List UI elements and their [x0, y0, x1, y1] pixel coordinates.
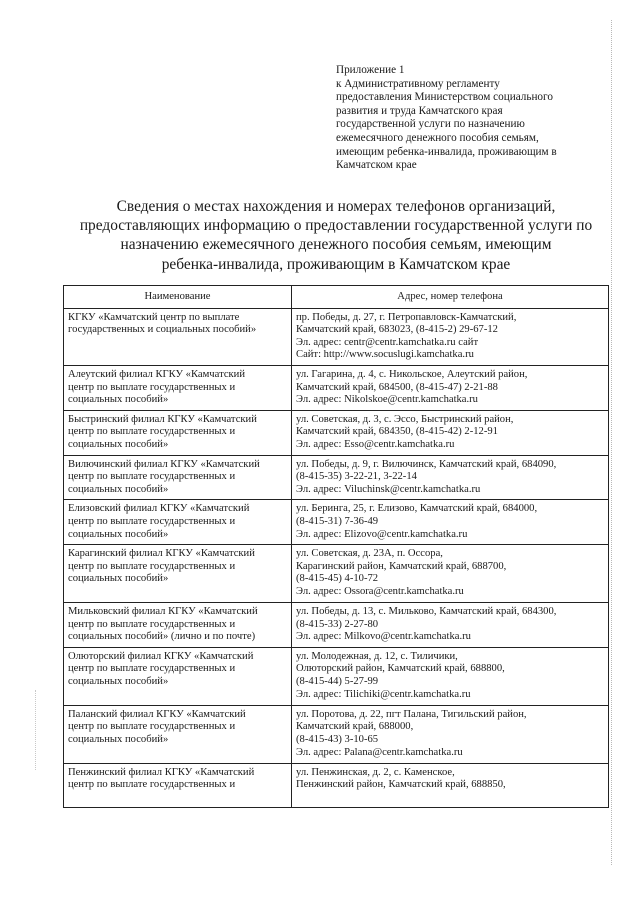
appendix-header [336, 64, 598, 173]
org-name-line: социальных пособий» [68, 394, 169, 406]
org-name-line: социальных пособий» [68, 483, 169, 495]
org-name-line: центр по выплате государственных и [68, 663, 236, 675]
org-address-line: ул. Советская, д. 3, с. Эссо, Быстринский район, [296, 413, 514, 425]
org-address-line: Эл. адрес: Nikolskoe@centr.kamchatka.ru [296, 394, 478, 406]
org-name-cell [64, 545, 292, 603]
org-name-line: социальных пособий» [68, 573, 169, 585]
org-name-line: центр по выплате государственных и [68, 560, 236, 572]
org-name-line: центр по выплате государственных и [68, 779, 236, 791]
org-name-cell [64, 365, 292, 410]
org-address-line: ул. Пенжинская, д. 2, с. Каменское, [296, 766, 455, 778]
appendix-line: ежемесячного денежного пособия семьям, [336, 131, 539, 144]
appendix-line: имеющим ребенка-инвалида, проживающим в [336, 145, 557, 158]
org-address-line: Камчатский край, 684500, (8-415-47) 2-21-88 [296, 381, 498, 393]
org-name-cell [64, 763, 292, 807]
org-address-cell [292, 647, 609, 705]
title-line: ребенка-инвалида, проживающим в Камчатском крае [161, 255, 511, 273]
header-name: Наименование [64, 286, 292, 309]
title-line: предоставляющих информацию о предоставлении государственной услуги по [79, 217, 593, 235]
appendix-line: Приложение 1 [336, 64, 405, 76]
org-name-line: центр по выплате государственных и [68, 426, 236, 438]
table-row [64, 603, 609, 648]
title-line: назначению ежемесячного денежного пособия семьям, имеющим [120, 236, 552, 254]
org-address-line: Карагинский район, Камчатский край, 688700, [296, 560, 507, 572]
org-address-line: ул. Гагарина, д. 4, с. Никольское, Алеутский район, [296, 368, 528, 380]
org-name-line: государственных и социальных пособий» [68, 324, 257, 336]
org-address-line: ул. Беринга, 25, г. Елизово, Камчатский край, 684000, [296, 503, 538, 515]
org-address-cell [292, 705, 609, 763]
org-address-line: пр. Победы, д. 27, г. Петропавловск-Камчатский, [296, 311, 517, 323]
org-address-line: Камчатский край, 683023, (8-415-2) 29-67-12 [296, 324, 498, 336]
org-name-line: центр по выплате государственных и [68, 381, 236, 393]
org-name-line: Олюторский филиал КГКУ «Камчатский [68, 650, 254, 662]
org-address-line: (8-415-31) 7-36-49 [296, 515, 379, 527]
page-edge-rule [611, 20, 612, 865]
org-address-line: Эл. адрес: Viluchinsk@centr.kamchatka.ru [296, 483, 481, 495]
org-address-line: Камчатский край, 688000, [296, 721, 414, 733]
page-margin-mark [35, 690, 36, 770]
org-address-line: Сайт: http://www.socuslugi.kamchatka.ru [296, 349, 474, 361]
org-name-cell [64, 705, 292, 763]
org-name-line: Елизовский филиал КГКУ «Камчатский [68, 503, 250, 515]
org-name-cell [64, 500, 292, 545]
org-address-cell [292, 500, 609, 545]
org-name-line: социальных пособий» [68, 734, 169, 746]
org-address-line: (8-415-43) 3-10-65 [296, 734, 379, 746]
org-name-line: центр по выплате государственных и [68, 471, 236, 483]
org-address-line: Эл. адрес: centr@centr.kamchatka.ru сайт [296, 336, 479, 348]
org-address-line: (8-415-44) 5-27-99 [296, 676, 379, 688]
org-address-line: ул. Победы, д. 9, г. Вилючинск, Камчатский край, 684090, [296, 458, 557, 470]
appendix-line: развития и труда Камчатского края [336, 104, 503, 117]
org-name-line: КГКУ «Камчатский центр по выплате [68, 311, 240, 323]
table-row [64, 763, 609, 807]
table-row [64, 545, 609, 603]
org-address-line: Камчатский край, 684350, (8-415-42) 2-12-91 [296, 426, 498, 438]
org-address-line: ул. Советская, д. 23А, п. Оссора, [296, 548, 443, 560]
org-name-cell [64, 308, 292, 365]
org-name-line: Карагинский филиал КГКУ «Камчатский [68, 548, 255, 560]
org-name-line: социальных пособий» [68, 528, 169, 540]
org-address-line: Эл. адрес: Palana@centr.kamchatka.ru [296, 746, 463, 758]
org-address-line: Эл. адрес: Milkovo@centr.kamchatka.ru [296, 631, 471, 643]
org-address-line: Пенжинский район, Камчатский край, 688850, [296, 779, 506, 791]
org-name-line: Мильковский филиал КГКУ «Камчатский [68, 606, 258, 618]
org-name-cell [64, 647, 292, 705]
table-row [64, 410, 609, 455]
org-address-line: Олюторский район, Камчатский край, 688800, [296, 663, 505, 675]
table-header-row [64, 286, 609, 309]
org-address-cell [292, 455, 609, 500]
title-line: Сведения о местах нахождения и номерах телефонов организаций, [116, 198, 556, 215]
org-address-line: (8-415-33) 2-27-80 [296, 618, 379, 630]
table-row [64, 500, 609, 545]
org-address-cell [292, 603, 609, 648]
appendix-line: Камчатском крае [336, 159, 417, 172]
org-address-cell [292, 308, 609, 365]
org-address-line: ул. Поротова, д. 22, пгт Палана, Тигильский район, [296, 708, 527, 720]
org-address-line: Эл. адрес: Esso@centr.kamchatka.ru [296, 438, 455, 450]
org-name-line: Быстринский филиал КГКУ «Камчатский [68, 413, 257, 425]
org-name-line: Алеутский филиал КГКУ «Камчатский [68, 368, 246, 380]
org-address-cell [292, 545, 609, 603]
table-row [64, 705, 609, 763]
org-address-line: Эл. адрес: Tilichiki@centr.kamchatka.ru [296, 688, 471, 700]
org-name-line: социальных пособий» (лично и по почте) [68, 631, 256, 643]
org-name-cell [64, 455, 292, 500]
header-address: Адрес, номер телефона [292, 286, 609, 309]
table-row [64, 455, 609, 500]
org-address-cell [292, 763, 609, 807]
org-address-line: ул. Молодежная, д. 12, с. Тиличики, [296, 650, 458, 662]
table-row [64, 308, 609, 365]
org-address-line: ул. Победы, д. 13, с. Мильково, Камчатский край, 684300, [296, 606, 557, 618]
org-name-line: социальных пособий» [68, 438, 169, 450]
table-row [64, 365, 609, 410]
organizations-table [63, 285, 609, 808]
org-name-cell [64, 603, 292, 648]
org-name-line: центр по выплате государственных и [68, 515, 236, 527]
table-row [64, 647, 609, 705]
org-name-line: Вилючинский филиал КГКУ «Камчатский [68, 458, 260, 470]
table-body [64, 308, 609, 807]
org-name-line: центр по выплате государственных и [68, 721, 236, 733]
org-name-line: Пенжинский филиал КГКУ «Камчатский [68, 766, 255, 778]
document-title [66, 197, 606, 274]
org-address-line: (8-415-45) 4-10-72 [296, 573, 379, 585]
org-name-cell [64, 410, 292, 455]
appendix-line: предоставления Министерством социального [336, 91, 553, 104]
org-name-line: Паланский филиал КГКУ «Камчатский [68, 708, 246, 720]
org-address-line: Эл. адрес: Elizovo@centr.kamchatka.ru [296, 528, 468, 540]
org-address-line: Эл. адрес: Ossora@centr.kamchatka.ru [296, 585, 464, 597]
appendix-line: государственной услуги по назначению [336, 118, 525, 131]
appendix-line: к Административному регламенту [336, 77, 500, 90]
org-address-cell [292, 365, 609, 410]
org-name-line: социальных пособий» [68, 676, 169, 688]
org-name-line: центр по выплате государственных и [68, 618, 236, 630]
org-address-cell [292, 410, 609, 455]
org-address-line: (8-415-35) 3-22-21, 3-22-14 [296, 471, 417, 483]
